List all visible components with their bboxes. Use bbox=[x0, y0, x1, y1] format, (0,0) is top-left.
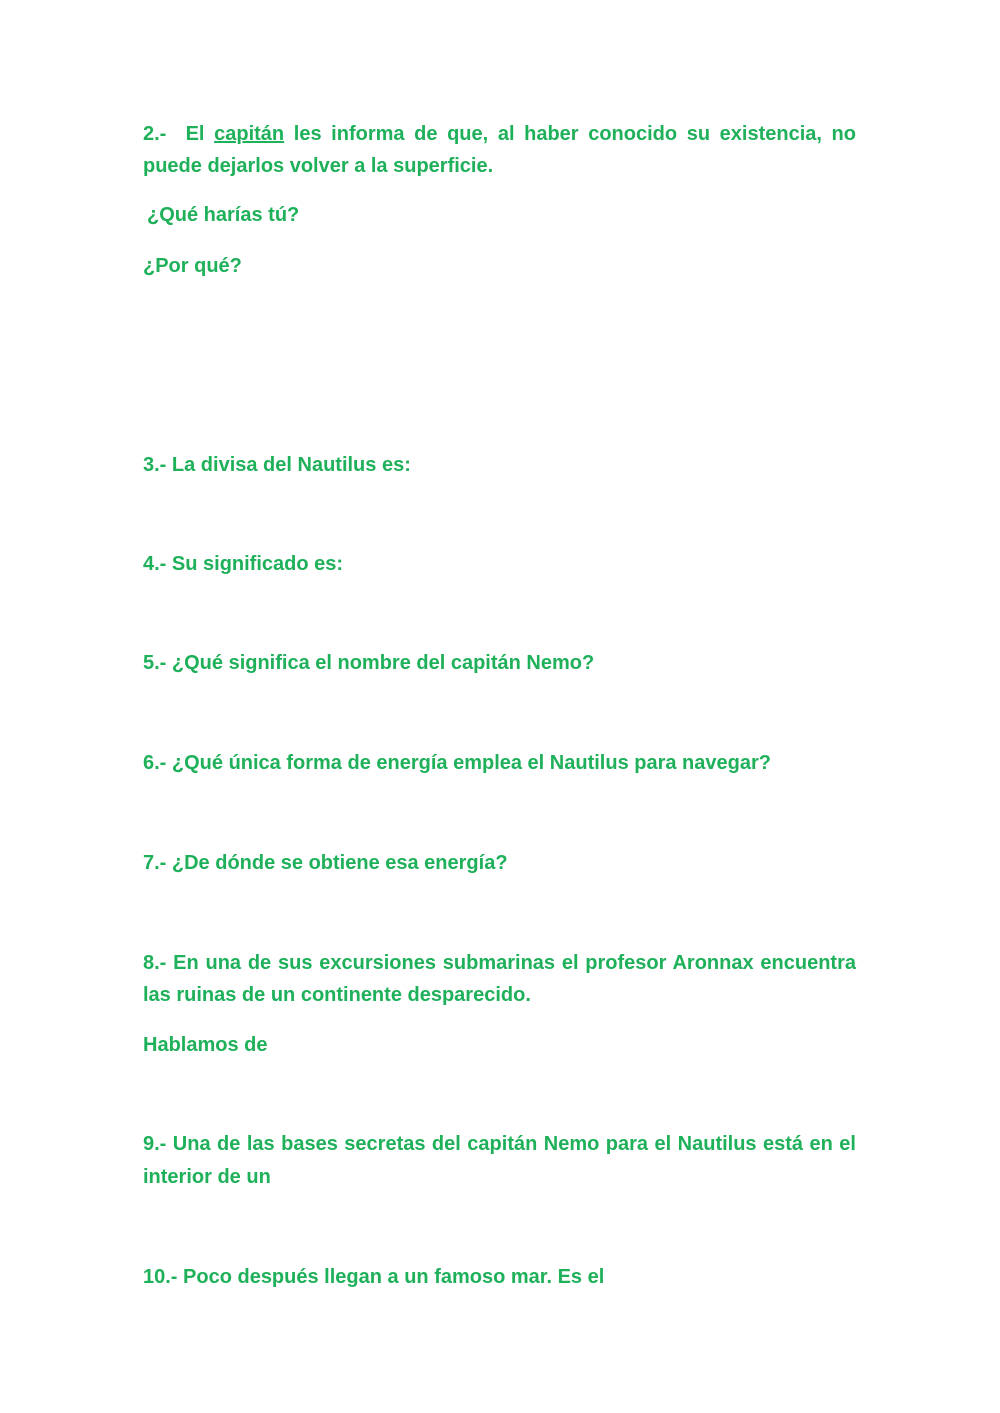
question-2-sub-1: ¿Qué harías tú? bbox=[147, 204, 300, 226]
question-3: 3.- La divisa del Nautilus es: bbox=[143, 454, 411, 476]
question-2-line-1 bbox=[143, 118, 856, 150]
question-8-sub: Hablamos de bbox=[143, 1034, 268, 1056]
question-2-number: 2.- bbox=[143, 123, 167, 145]
question-2-sub-2: ¿Por qué? bbox=[143, 255, 242, 277]
question-9-line-1: 9.- Una de las bases secretas del capitán Nemo para el Nautilus está en el bbox=[143, 1133, 856, 1155]
question-2-line-2: puede dejarlos volver a la superficie. bbox=[143, 155, 494, 177]
question-2-lead: El bbox=[185, 123, 205, 145]
question-2-rest: les informa de que, al haber conocido su existencia, no bbox=[293, 123, 856, 145]
question-4: 4.- Su significado es: bbox=[143, 553, 344, 575]
question-8-line-1: 8.- En una de sus excursiones submarinas el profesor Aronnax encuentra bbox=[143, 952, 856, 974]
question-8-line-2: las ruinas de un continente desparecido. bbox=[143, 984, 531, 1006]
question-5: 5.- ¿Qué significa el nombre del capitán Nemo? bbox=[143, 652, 595, 674]
question-10: 10.- Poco después llegan a un famoso mar. Es el bbox=[143, 1266, 605, 1288]
question-7: 7.- ¿De dónde se obtiene esa energía? bbox=[143, 852, 508, 874]
question-2-underlined-word: capitán bbox=[214, 123, 285, 145]
question-6: 6.- ¿Qué única forma de energía emplea el Nautilus para navegar? bbox=[143, 752, 771, 774]
question-9-line-2: interior de un bbox=[143, 1166, 271, 1188]
